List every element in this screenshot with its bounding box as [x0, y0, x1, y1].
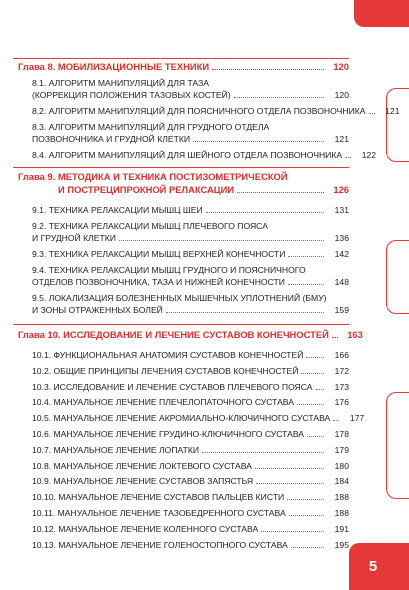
page-ref: 120	[334, 90, 349, 100]
toc-entry-label: 10.3. ИССЛЕДОВАНИЕ И ЛЕЧЕНИЕ СУСТАВОВ ПЛЕЧЕВОГО ПОЯСА	[32, 381, 313, 392]
toc-entry[interactable]	[32, 492, 349, 502]
leader-dots	[261, 531, 324, 532]
leader-dots	[119, 240, 324, 241]
page-ref: 121	[334, 134, 349, 144]
leader-dots	[287, 499, 324, 500]
chapter-heading[interactable]	[58, 184, 349, 195]
page-ref: 180	[334, 460, 349, 471]
toc-entry[interactable]: 9.2. ТЕХНИКА РЕЛАКСАЦИИ МЫШЦ ПЛЕЧЕВОГО ПОЯСА	[32, 221, 268, 231]
toc-entry[interactable]	[32, 233, 349, 243]
side-tab-decoration	[386, 88, 409, 162]
toc-entry-label: 8.2. АЛГОРИТМ МАНИПУЛЯЦИЙ ДЛЯ ПОЯСНИЧНОГО ОТДЕЛА ПОЗВОНОЧНИКА	[32, 106, 366, 116]
toc-entry-label: 10.5. МАНУАЛЬНОЕ ЛЕЧЕНИЕ АКРОМИАЛЬНО-КЛЮЧИЧНОГО СУСТАВА	[32, 413, 331, 424]
toc-entry[interactable]	[32, 508, 349, 518]
page-ref: 120	[333, 61, 349, 72]
chapter-separator	[13, 167, 349, 168]
leader-dots	[288, 284, 324, 285]
leader-dots	[332, 337, 338, 338]
page-ref: 177	[349, 413, 365, 424]
chapter-title[interactable]: Глава 9. МЕТОДИКА И ТЕХНИКА ПОСТИЗОМЕТРИЧЕСКОЙ	[18, 171, 288, 182]
leader-dots	[237, 192, 324, 193]
top-tab-decoration	[354, 0, 409, 27]
chapter-heading[interactable]	[18, 61, 349, 72]
toc-entry[interactable]	[32, 445, 349, 455]
toc-entry-label: 9.3. ТЕХНИКА РЕЛАКСАЦИИ МЫШЦ ВЕРХНЕЙ КОНЕЧНОСТИ	[32, 249, 286, 259]
toc-entry-label: И ЗОНЫ ОТРАЖЕННЫХ БОЛЕЙ	[32, 305, 163, 315]
page-ref: 178	[334, 429, 349, 439]
page-ref: 173	[334, 381, 349, 392]
toc-entry[interactable]: 9.5. ЛОКАЛИЗАЦИЯ БОЛЕЗНЕННЫХ МЫШЕЧНЫХ УПЛОТНЕНИЙ (БМУ)	[32, 293, 327, 303]
leader-dots	[369, 113, 375, 114]
toc-entry[interactable]	[32, 397, 349, 407]
toc-entry[interactable]	[32, 90, 349, 100]
leader-dots	[288, 256, 324, 257]
side-tab-decoration	[386, 392, 409, 499]
toc-entry[interactable]: 8.1. АЛГОРИТМ МАНИПУЛЯЦИЙ ДЛЯ ТАЗА	[32, 78, 209, 88]
leader-dots	[193, 141, 324, 142]
leader-dots	[333, 420, 339, 421]
toc-entry[interactable]	[32, 350, 349, 360]
leader-dots	[166, 312, 324, 313]
toc-entry-label: 10.4. МАНУАЛЬНОЕ ЛЕЧЕНИЕ ПЛЕЧЕЛОПАТОЧНОГО СУСТАВА	[32, 397, 294, 408]
toc-entry[interactable]	[32, 429, 349, 439]
chapter-title: Глава 8. МОБИЛИЗАЦИОННЫЕ ТЕХНИКИ	[18, 61, 210, 72]
page-ref: 172	[334, 365, 349, 376]
chapter-separator	[13, 58, 349, 59]
chapter-title: Глава 10. ИССЛЕДОВАНИЕ И ЛЕЧЕНИЕ СУСТАВОВ КОНЕЧНОСТЕЙ	[18, 329, 329, 340]
toc-entry-label: И ГРУДНОЙ КЛЕТКИ	[32, 233, 116, 243]
leader-dots	[212, 69, 324, 70]
leader-dots	[256, 483, 324, 484]
toc-entry[interactable]	[32, 150, 377, 160]
toc-entry[interactable]	[32, 205, 349, 215]
toc-entry[interactable]	[32, 382, 349, 392]
chapter-separator	[13, 324, 349, 325]
toc-entry-label: 10.12. МАНУАЛЬНОЕ ЛЕЧЕНИЕ КОЛЕННОГО СУСТАВА	[32, 523, 259, 534]
toc-entry-label: 9.1. ТЕХНИКА РЕЛАКСАЦИИ МЫШЦ ШЕИ	[32, 205, 203, 215]
toc-entry-label: ОТДЕЛОВ ПОЗВОНОЧНИКА, ТАЗА И НИЖНЕЙ КОНЕЧНОСТИ	[32, 277, 285, 287]
leader-dots	[291, 547, 324, 548]
chapter-title: И ПОСТРЕЦИПРОКНОЙ РЕЛАКСАЦИИ	[58, 184, 235, 195]
leader-dots	[316, 389, 324, 390]
toc-entry[interactable]	[32, 366, 349, 376]
leader-dots	[297, 404, 324, 405]
leader-dots	[307, 436, 324, 437]
toc-entry[interactable]	[32, 305, 349, 315]
toc-entry[interactable]	[32, 461, 349, 471]
leader-dots	[206, 212, 324, 213]
toc-entry[interactable]	[32, 524, 349, 534]
toc-entry-label: 8.4. АЛГОРИТМ МАНИПУЛЯЦИЙ ДЛЯ ШЕЙНОГО ОТДЕЛА ПОЗВОНОЧНИКА	[32, 150, 343, 160]
page-ref: 184	[334, 476, 349, 487]
toc-entry[interactable]	[32, 413, 365, 424]
page-ref: 148	[334, 277, 349, 287]
leader-dots	[202, 452, 324, 453]
toc-entry-label: 10.9. МАНУАЛЬНОЕ ЛЕЧЕНИЕ СУСТАВОВ ЗАПЯСТЬЯ	[32, 476, 254, 487]
leader-dots	[301, 373, 324, 374]
leader-dots	[255, 468, 324, 469]
leader-dots	[289, 515, 324, 516]
page-ref: 159	[334, 305, 349, 315]
toc-entry[interactable]	[32, 106, 400, 116]
toc-entry-label: ПОЗВОНОЧНИКА И ГРУДНОЙ КЛЕТКИ	[32, 134, 191, 144]
toc-entry[interactable]: 9.4. ТЕХНИКА РЕЛАКСАЦИИ МЫШЦ ГРУДНОГО И ПОЯСНИЧНОГО	[32, 265, 306, 275]
toc-entry-label: 10.11. МАНУАЛЬНОЕ ЛЕЧЕНИЕ ТАЗОБЕДРЕННОГО СУСТАВА	[32, 508, 286, 518]
page-ref: 136	[334, 233, 349, 243]
page-number: 5	[349, 543, 409, 590]
page-ref: 188	[334, 508, 349, 518]
toc-entry-label: 10.7. МАНУАЛЬНОЕ ЛЕЧЕНИЕ ЛОПАТКИ	[32, 444, 200, 455]
page-ref: 191	[334, 523, 349, 534]
toc-entry[interactable]	[32, 249, 349, 259]
leader-dots	[345, 157, 351, 158]
page-ref: 163	[347, 329, 363, 340]
page-ref: 166	[334, 350, 349, 360]
page-ref: 122	[361, 150, 377, 160]
toc-entry[interactable]	[32, 277, 349, 287]
toc-entry-label: 10.2. ОБЩИЕ ПРИНЦИПЫ ЛЕЧЕНИЯ СУСТАВОВ КОНЕЧНОСТЕЙ	[32, 365, 299, 376]
leader-dots	[306, 357, 324, 358]
page-ref: 176	[334, 397, 349, 408]
page-ref: 188	[334, 492, 349, 503]
page-ref: 126	[333, 184, 349, 195]
page-ref: 131	[334, 205, 349, 215]
toc-entry[interactable]: 8.3. АЛГОРИТМ МАНИПУЛЯЦИЙ ДЛЯ ГРУДНОГО ОТДЕЛА	[32, 122, 270, 132]
page-ref: 179	[334, 444, 349, 455]
toc-entry[interactable]	[32, 476, 349, 486]
page-ref: 195	[334, 539, 349, 550]
toc-entry-label: 10.8. МАНУАЛЬНОЕ ЛЕЧЕНИЕ ЛОКТЕВОГО СУСТАВА	[32, 460, 252, 471]
toc-entry-label: 10.10. МАНУАЛЬНОЕ ЛЕЧЕНИЕ СУСТАВОВ ПАЛЬЦЕВ КИСТИ	[32, 492, 285, 503]
toc-entry-label: 10.6. МАНУАЛЬНОЕ ЛЕЧЕНИЕ ГРУДИНО-КЛЮЧИЧНОГО СУСТАВА	[32, 429, 305, 439]
toc-entry[interactable]	[32, 540, 349, 550]
chapter-heading[interactable]	[18, 329, 363, 340]
leader-dots	[234, 97, 324, 98]
toc-entry-label: 10.13. МАНУАЛЬНОЕ ЛЕЧЕНИЕ ГОЛЕНОСТОПНОГО СУСТАВА	[32, 539, 288, 550]
page-ref: 142	[334, 249, 349, 259]
side-tab-decoration	[386, 240, 409, 314]
toc-entry-label: 10.1. ФУНКЦИОНАЛЬНАЯ АНАТОМИЯ СУСТАВОВ КОНЕЧНОСТЕЙ	[32, 350, 304, 360]
toc-entry-label: (КОРРЕКЦИЯ ПОЛОЖЕНИЯ ТАЗОВЫХ КОСТЕЙ)	[32, 90, 231, 100]
toc-entry[interactable]	[32, 134, 349, 144]
page-ref: 121	[385, 106, 400, 116]
